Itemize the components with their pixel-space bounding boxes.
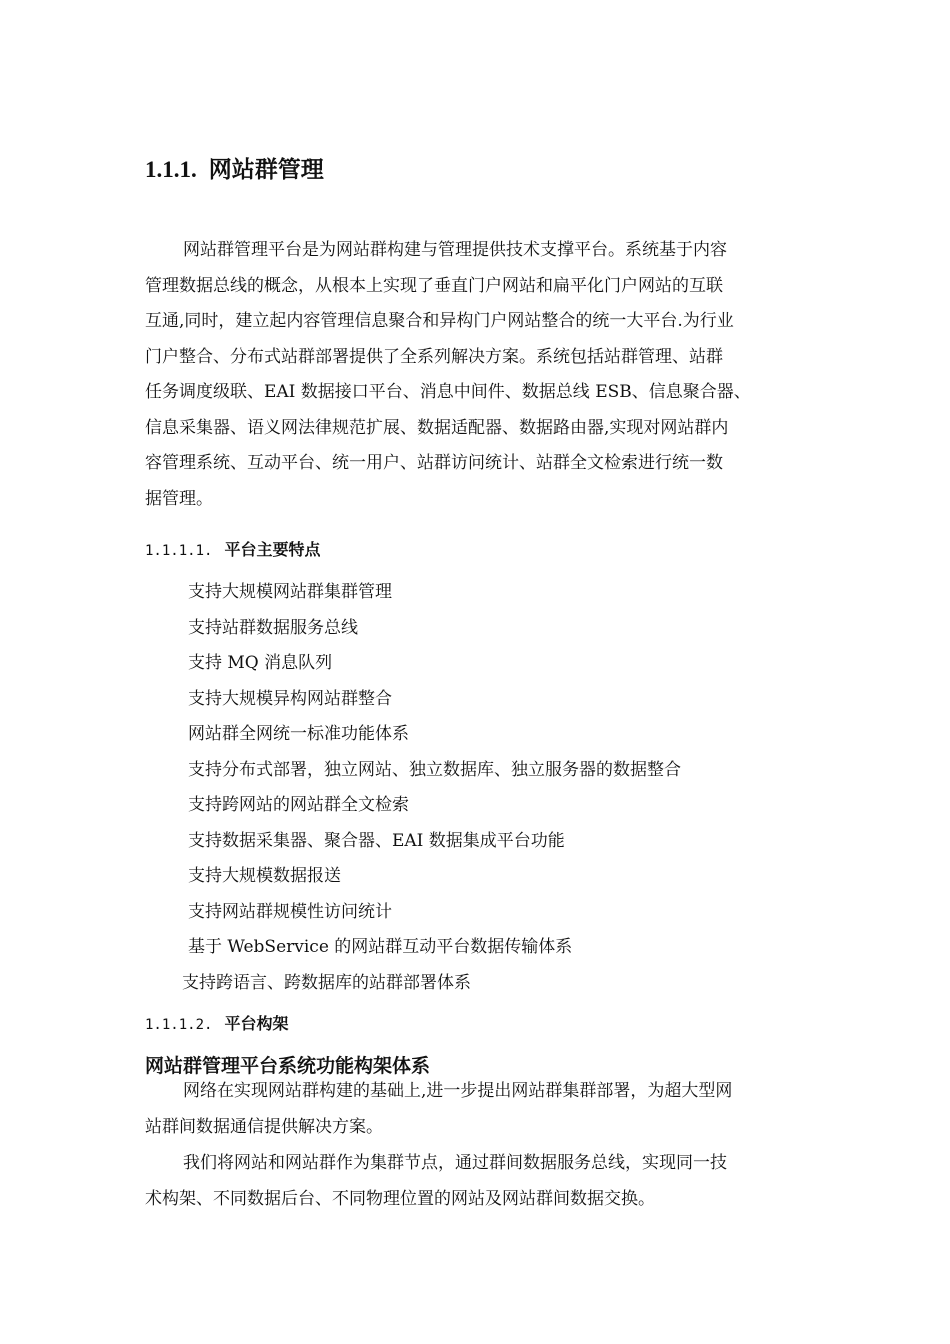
- subsection-heading-features: [145, 538, 320, 563]
- paragraph-line: 站群间数据通信提供解决方案。: [145, 1116, 383, 1137]
- list-item: 支持跨网站的网站群全文检索: [188, 795, 409, 815]
- subsection-number: 1.1.1.1.: [145, 543, 213, 559]
- list-item: 支持站群数据服务总线: [188, 617, 358, 638]
- subsection-heading-framework: [145, 1012, 288, 1037]
- paragraph-line: 网络在实现网站群构建的基础上,进一步提出网站群集群部署，为超大型网: [183, 1081, 733, 1101]
- list-item: 支持分布式部署，独立网站、独立数据库、独立服务器的数据整合: [188, 759, 681, 780]
- paragraph-line: 任务调度级联、EAI 数据接口平台、消息中间件、数据总线 ESB、信息聚合器、: [145, 382, 751, 402]
- paragraph-line: 互通,同时，建立起内容管理信息聚合和异构门户网站整合的统一大平台.为行业: [145, 311, 734, 331]
- subsection-title: 平台构架: [224, 1014, 289, 1033]
- framework-paragraph-2: [145, 1146, 810, 1217]
- list-item: 网站群全网统一标准功能体系: [188, 724, 409, 744]
- intro-paragraph: [145, 233, 810, 517]
- paragraph-line: 容管理系统、互动平台、统一用户、站群访问统计、站群全文检索进行统一数: [145, 453, 723, 473]
- paragraph-line: 我们将网站和网站群作为集群节点，通过群间数据服务总线，实现同一技: [183, 1153, 727, 1173]
- list-item: 基于 WebService 的网站群互动平台数据传输体系: [188, 937, 573, 957]
- framework-heading: 网站群管理平台系统功能构架体系: [145, 1055, 431, 1077]
- list-item: 支持数据采集器、聚合器、EAI 数据集成平台功能: [188, 830, 565, 851]
- list-item: 支持跨语言、跨数据库的站群部署体系: [182, 972, 471, 993]
- paragraph-line: 门户整合、分布式站群部署提供了全系列解决方案。系统包括站群管理、站群: [145, 346, 723, 367]
- paragraph-line: 网站群管理平台是为网站群构建与管理提供技术支撑平台。系统基于内容: [183, 240, 727, 260]
- list-item: 支持大规模网站群集群管理: [188, 582, 392, 602]
- framework-paragraph-1: [145, 1074, 810, 1145]
- feature-list: [182, 575, 681, 1001]
- list-item: 支持大规模异构网站群整合: [188, 688, 392, 709]
- subsection-number: 1.1.1.2.: [145, 1017, 213, 1033]
- section-heading: [145, 154, 324, 186]
- paragraph-line: 管理数据总线的概念，从根本上实现了垂直门户网站和扁平化门户网站的互联: [145, 275, 723, 296]
- subsection-title: 平台主要特点: [224, 540, 321, 559]
- list-item: 支持网站群规模性访问统计: [188, 901, 392, 922]
- list-item: 支持 MQ 消息队列: [188, 653, 333, 673]
- paragraph-line: 术构架、不同数据后台、不同物理位置的网站及网站群间数据交换。: [145, 1188, 655, 1209]
- section-title: 网站群管理: [208, 156, 324, 183]
- section-number: 1.1.1.: [145, 157, 197, 182]
- paragraph-line: 据管理。: [145, 488, 213, 509]
- paragraph-line: 信息采集器、语义网法律规范扩展、数据适配器、数据路由器,实现对网站群内: [145, 417, 729, 438]
- list-item: 支持大规模数据报送: [188, 866, 341, 886]
